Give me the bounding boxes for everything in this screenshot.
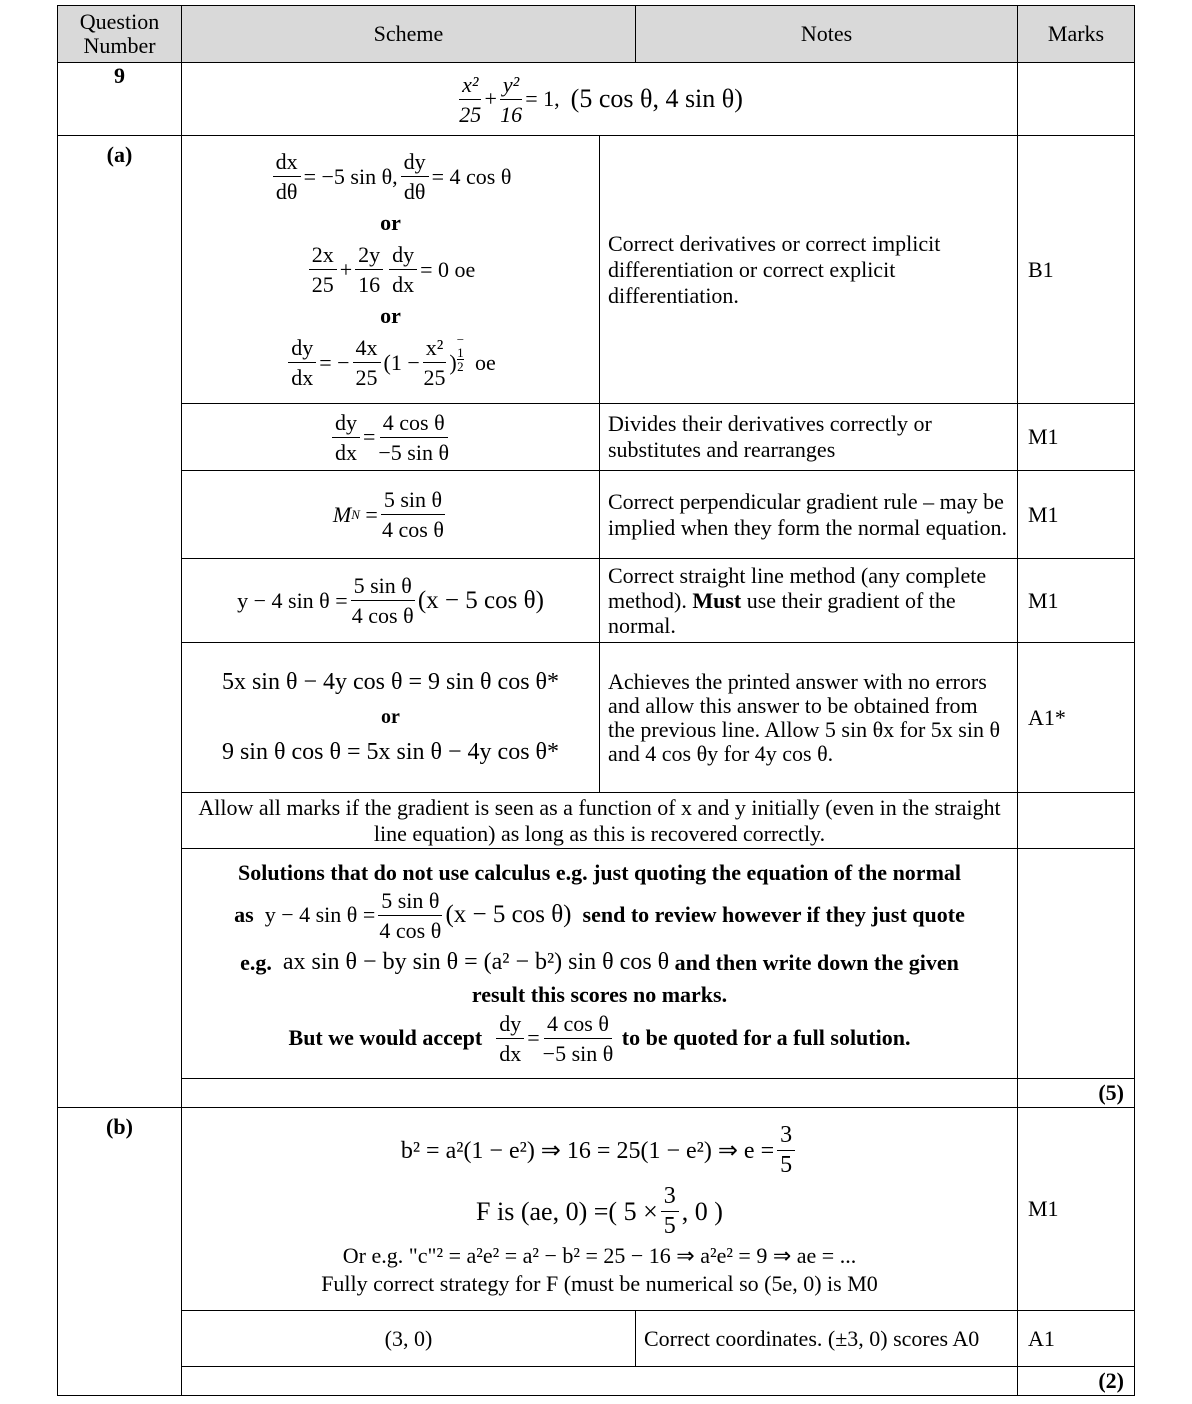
note-printed-answer: Achieves the printed answer with no errors and allow this answer to be obtained from the previous line. Allow 5 sin θx for 5x sin θ and 4 cos θy for 4y cos θ. xyxy=(599,642,1018,793)
scheme-normal-line: y − 4 sin θ = $\frac{\text{5 sin θ}}{\text{4 cos θ}}$ (x − 5 cos θ) xyxy=(181,558,600,643)
mark-m1: M1 xyxy=(1017,470,1135,559)
note-gradient: Divides their derivatives correctly or substitutes and rearranges xyxy=(599,403,1018,471)
header-notes: Notes xyxy=(635,5,1018,63)
scheme-printed-answer: 5x sin θ − 4y cos θ = 9 sin θ cos θ* or 9 sin θ cos θ = 5x sin θ − 4y cos θ* xyxy=(181,642,600,793)
part-b-total: (2) xyxy=(1017,1366,1135,1396)
mark-a1: A1 xyxy=(1017,1310,1135,1367)
header-scheme: Scheme xyxy=(181,5,636,63)
scheme-gradient: $\frac{dy}{dx}$ = $\frac{\text{4 cos θ}}{\text{−5 sin θ}}$ xyxy=(181,403,600,471)
header-question-number: Question Number xyxy=(57,5,182,63)
part-b-label: (b) xyxy=(57,1107,182,1396)
part-a-total: (5) xyxy=(1017,1078,1135,1108)
mark-m1: M1 xyxy=(1017,403,1135,471)
note-coordinates: Correct coordinates. (±3, 0) scores A0 xyxy=(635,1310,1018,1367)
part-a-label: (a) xyxy=(57,135,182,1108)
scheme-focus: b² = a²(1 − e²) ⇒ 16 = 25(1 − e²) ⇒ e = $\frac{3}{5}$ F is (ae, 0) = ( 5 × $\frac{3}{5}$ , 0 ) Or e.g. "c"² = a²e² = a² − b² = 25 − 16 ⇒ a²e² = 9 ⇒ ae = ... Fully correct strategy for F (must be numerical so (5e, 0) is M0 xyxy=(181,1107,1018,1311)
question-number: 9 xyxy=(57,62,182,136)
mark-m1: M1 xyxy=(1017,1107,1135,1311)
scheme-derivatives: $\frac{dx}{d\theta}$ = −5 sin θ, $\frac{dy}{d\theta}$ = 4 cos θ or $\frac{2x}{25}$ + $\frac{2y}{16}$ $\frac{dy}{dx}$ = 0 oe or $\frac{dy}{dx}$ = − $\frac{4x}{25}$ (1 − $\frac{\text{x²}}{25}$ ) − 1 2 oe xyxy=(181,135,600,404)
note-derivatives: Correct derivatives or correct implicit differentiation or correct explicit differentiation. xyxy=(599,135,1018,404)
marks-cell xyxy=(1017,792,1135,849)
scheme-answer: (3, 0) xyxy=(181,1310,636,1367)
empty-cell xyxy=(181,1078,1018,1108)
non-calculus-guidance: Solutions that do not use calculus e.g. just quoting the equation of the normal as y − 4 sin θ = $\frac{\text{5 sin θ}}{\text{4 cos θ}}$ (x − 5 cos θ) send to review however if they just quote e.g. ax sin θ − by sin θ = (a² − b²) sin θ cos θ and then write down the given result this scores no marks. But we would accept $\frac{dy}{dx}$ = $\frac{\text{4 cos θ}}{\text{−5 sin θ}}$ to be quoted for a full solution. xyxy=(181,848,1018,1079)
note-normal-gradient: Correct perpendicular gradient rule – may be implied when they form the normal equation. xyxy=(599,470,1018,559)
note-normal-line: Correct straight line method (any complete method). Must use their gradient of the normal. xyxy=(599,558,1018,643)
marks-cell xyxy=(1017,848,1135,1079)
scheme-normal-gradient: M N = $\frac{\text{5 sin θ}}{\text{4 cos θ}}$ xyxy=(181,470,600,559)
marks-cell xyxy=(1017,62,1135,136)
mark-m1: M1 xyxy=(1017,558,1135,643)
empty-cell xyxy=(181,1366,1018,1396)
header-marks: Marks xyxy=(1017,5,1135,63)
mark-a1-star: A1* xyxy=(1017,642,1135,793)
mark-b1: B1 xyxy=(1017,135,1135,404)
ellipse-equation: $\frac{\text{x²}}{25}$ + $\frac{\text{y²}}{16}$ = 1, (5 cos θ, 4 sin θ) xyxy=(181,62,1018,136)
allow-note: Allow all marks if the gradient is seen as a function of x and y initially (even in the straight line equation) as long as this is recovered correctly. xyxy=(181,792,1018,849)
